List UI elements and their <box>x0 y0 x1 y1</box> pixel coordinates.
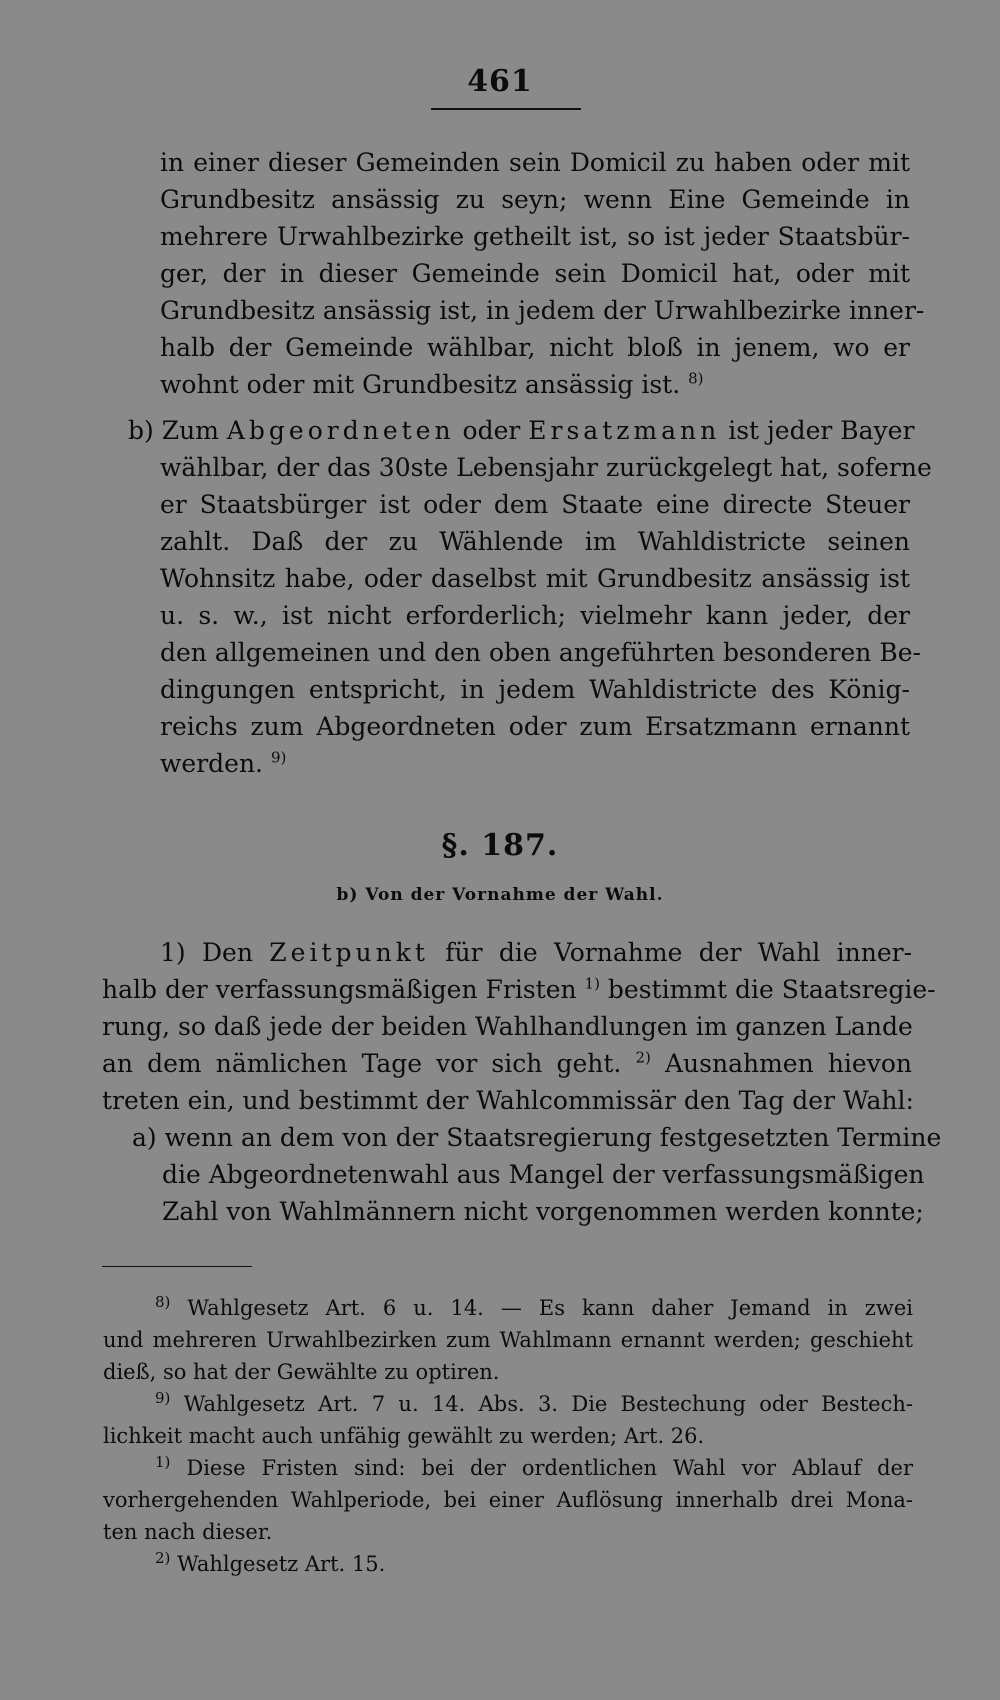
footnote-line <box>155 1292 913 1324</box>
text-segment: für die Vornahme der Wahl inner- <box>445 938 913 967</box>
footnote-ref: 2) <box>635 1048 651 1067</box>
paragraph-b <box>128 412 932 782</box>
text-line: u. s. w., ist nicht erforderlich; vielmehr kann jeder, der <box>160 601 910 630</box>
text-segment: ist jeder Bayer <box>728 416 915 445</box>
text-line: wählbar, der das 30ste Lebensjahr zurückgelegt hat, soferne <box>160 453 932 482</box>
text-line: ger, der in dieser Gemeinde sein Domicil hat, oder mit <box>160 259 910 288</box>
item-a <box>132 1119 942 1230</box>
text-line: Zahl von Wahlmännern nicht vorgenommen werden konnte; <box>162 1197 924 1226</box>
footnote-ref: 9) <box>270 748 287 767</box>
text-line: mehrere Urwahlbezirke getheilt ist, so ist jeder Staatsbür- <box>160 222 910 251</box>
footnote-mark: 8) <box>155 1293 171 1311</box>
spaced-emphasis: Abgeordneten <box>226 416 455 445</box>
text-segment: Zum <box>161 416 219 445</box>
text-segment: Diese Fristen sind: bei der ordentlichen Wahl vor Ablauf der <box>186 1456 913 1480</box>
text-line: Wohnsitz habe, oder daselbst mit Grundbesitz ansässig ist <box>160 564 910 593</box>
text-segment: wohnt oder mit Grundbesitz ansässig ist. <box>160 370 681 399</box>
text-line: dingungen entspricht, in jedem Wahldistricte des König- <box>160 675 910 704</box>
text-line <box>160 934 912 971</box>
text-segment: Ausnahmen hievon <box>665 1049 912 1078</box>
text-line <box>160 745 910 782</box>
spaced-emphasis: Ersatzmann <box>528 416 721 445</box>
footnote-line: ten nach dieser. <box>103 1520 273 1544</box>
text-line: in einer dieser Gemeinden sein Domicil zu haben oder mit <box>160 148 910 177</box>
text-line: Grundbesitz ansässig ist, in jedem der Urwahlbezirke inner- <box>160 296 925 325</box>
text-line: halb der Gemeinde wählbar, nicht bloß in jenem, wo er <box>160 333 910 362</box>
footnote-line <box>155 1388 913 1420</box>
text-segment: bestimmt die Staatsregie- <box>607 975 936 1004</box>
text-line: reichs zum Abgeordneten oder zum Ersatzmann ernannt <box>160 712 910 741</box>
text-segment: halb der verfassungsmäßigen Fristen <box>102 975 577 1004</box>
footnote-line: und mehreren Urwahlbezirken zum Wahlmann ernannt werden; geschieht <box>103 1328 913 1352</box>
text-line <box>160 366 910 403</box>
page-number: 461 <box>467 64 533 99</box>
text-segment: oder <box>462 416 521 445</box>
section-subtitle: b) Von der Vornahme der Wahl. <box>336 885 664 905</box>
text-segment: Wahlgesetz Art. 7 u. 14. Abs. 3. Die Bestechung oder Bestech- <box>183 1392 913 1416</box>
item-marker: b) <box>128 416 154 445</box>
footnote-line: dieß, so hat der Gewählte zu optiren. <box>103 1360 500 1384</box>
text-line: er Staatsbürger ist oder dem Staate eine directe Steuer <box>160 490 910 519</box>
header-rule <box>431 108 581 110</box>
text-line: treten ein, und bestimmt der Wahlcommissär den Tag der Wahl: <box>102 1086 914 1115</box>
text-segment: Wahlgesetz Art. 15. <box>177 1552 386 1576</box>
text-line <box>128 412 915 449</box>
text-line <box>102 1045 912 1082</box>
paragraph-1 <box>102 934 942 1230</box>
text-line <box>132 1119 942 1156</box>
text-line: zahlt. Daß der zu Wählende im Wahldistricte seinen <box>160 527 910 556</box>
text-segment: Wahlgesetz Art. 6 u. 14. — Es kann daher Jemand in zwei <box>187 1296 913 1320</box>
text-line: rung, so daß jede der beiden Wahlhandlungen im ganzen Lande <box>102 1012 913 1041</box>
text-line <box>102 971 936 1008</box>
text-segment: an dem nämlichen Tage vor sich geht. <box>102 1049 622 1078</box>
footnote-mark: 1) <box>155 1453 171 1471</box>
text-segment: wenn an dem von der Staatsregierung festgesetzten Termine <box>164 1123 942 1152</box>
footnote-rule <box>102 1266 252 1267</box>
footnote-ref: 1) <box>584 974 600 993</box>
footnotes <box>103 1292 913 1580</box>
footnote-line <box>155 1452 913 1484</box>
paragraph-continuation <box>160 144 925 403</box>
text-segment: 1) Den <box>160 938 253 967</box>
footnote-ref: 8) <box>688 369 704 388</box>
text-line: die Abgeordnetenwahl aus Mangel der verfassungsmäßigen <box>162 1160 925 1189</box>
spaced-emphasis: Zeitpunkt <box>269 938 429 967</box>
footnote-line: vorhergehenden Wahlperiode, bei einer Auflösung innerhalb drei Mona- <box>103 1488 913 1512</box>
footnote-line: lichkeit macht auch unfähig gewählt zu werden; Art. 26. <box>103 1424 705 1448</box>
text-line: Grundbesitz ansässig zu seyn; wenn Eine Gemeinde in <box>160 185 910 214</box>
section-title: §. 187. <box>441 828 559 863</box>
item-marker: a) <box>132 1123 157 1152</box>
footnote-line <box>155 1548 913 1580</box>
footnote-mark: 2) <box>155 1549 171 1567</box>
text-line: den allgemeinen und den oben angeführten besonderen Be- <box>160 638 921 667</box>
footnote-mark: 9) <box>155 1389 171 1407</box>
text-segment: werden. <box>160 749 263 778</box>
